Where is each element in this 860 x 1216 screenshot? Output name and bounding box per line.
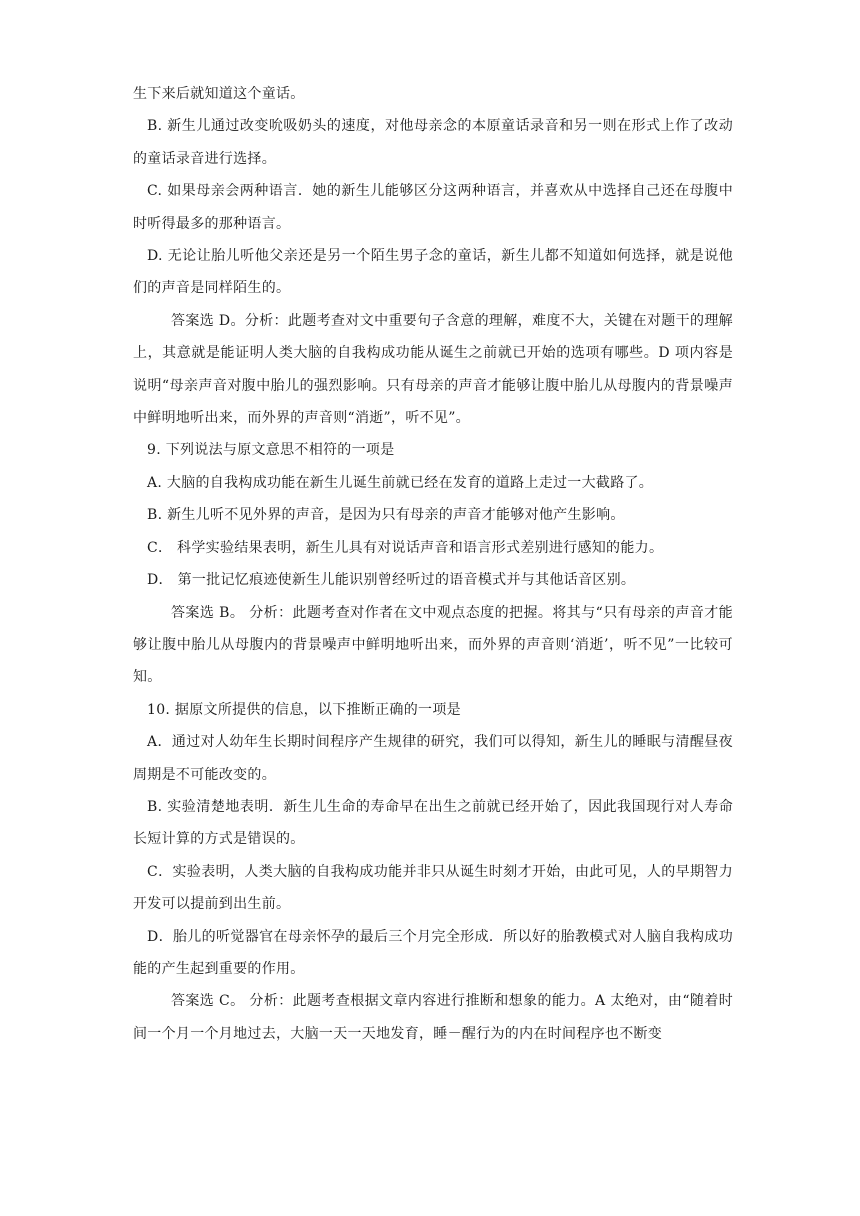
option-a-q10: A．通过对人幼年生长期时间程序产生规律的研究，我们可以得知，新生儿的睡眠与清醒昼夜周期是不可能改变的。 (133, 734, 733, 783)
option-c-q10: C．实验表明，人类大脑的自我构成功能并非只从诞生时刻才开始，由此可见，人的早期智力开发可以提前到出生前。 (133, 863, 733, 913)
option-b-q8: B. 新生儿通过改变吮吸奶头的速度，对他母亲念的本原童话录音和另一则在形式上作了改动的童话录音进行选择。 (133, 118, 733, 167)
paragraph-continuation: 生下来后就知道这个童话。 (133, 86, 305, 102)
option-d-q10: D．胎儿的听觉器官在母亲怀孕的最后三个月完全形成．所以好的胎教模式对人脑自我构成功能的产生起到重要的作用。 (133, 928, 733, 977)
answer-q8: 答案选 D。分析：此题考查对文中重要句子含意的理解，难度不大，关键在对题干的理解上，其意就是能证明人类大脑的自我构成功能从诞生之前就已开始的选项有哪些。D 项内容是说明“母亲声音对腹中胎儿的强烈影响。只有母亲的声音才能够让腹中胎儿从母腹内的背景噪声中鲜明地听出来，而外界的声音则“消逝”，听不见”。 (133, 312, 733, 427)
document-body (133, 78, 733, 1050)
option-d-q8: D. 无论让胎儿听他父亲还是另一个陌生男子念的童话，新生儿都不知道如何选择，就是说他们的声音是同样陌生的。 (133, 248, 733, 297)
option-b-q9: B. 新生儿听不见外界的声音，是因为只有母亲的声音才能够对他产生影响。 (147, 507, 625, 524)
option-c-q9: C． 科学实验结果表明，新生儿具有对说话声音和语言形式差别进行感知的能力。 (147, 539, 664, 556)
answer-q9: 答案选 B。 分析：此题考查对作者在文中观点态度的把握。将其与“只有母亲的声音才能够让腹中胎儿从母腹内的背景噪声中鲜明地听出来，而外界的声音则‘消逝’，听不见”一比较可知。 (133, 604, 733, 686)
question-9: 9. 下列说法与原文意思不相符的一项是 (147, 442, 395, 459)
answer-q10: 答案选 C。 分析：此题考查根据文章内容进行推断和想象的能力。A 太绝对，由“随着时间一个月一个月地过去，大脑一天一天地发育，睡－醒行为的内在时间程序也不断变 (133, 993, 733, 1042)
option-c-q8: C. 如果母亲会两种语言．她的新生儿能够区分这两种语言，并喜欢从中选择自己还在母腹中时听得最多的那种语言。 (133, 183, 733, 232)
option-d-q9: D． 第一批记忆痕迹使新生儿能识别曾经听过的语音模式并与其他话音区别。 (147, 572, 636, 589)
option-a-q9: A. 大脑的自我构成功能在新生儿诞生前就已经在发育的道路上走过一大截路了。 (147, 474, 654, 491)
option-b-q10: B. 实验清楚地表明．新生儿生命的寿命早在出生之前就已经开始了，因此我国现行对人寿命长短计算的方式是错误的。 (133, 798, 733, 848)
question-10: 10. 据原文所提供的信息，以下推断正确的一项是 (147, 701, 461, 718)
